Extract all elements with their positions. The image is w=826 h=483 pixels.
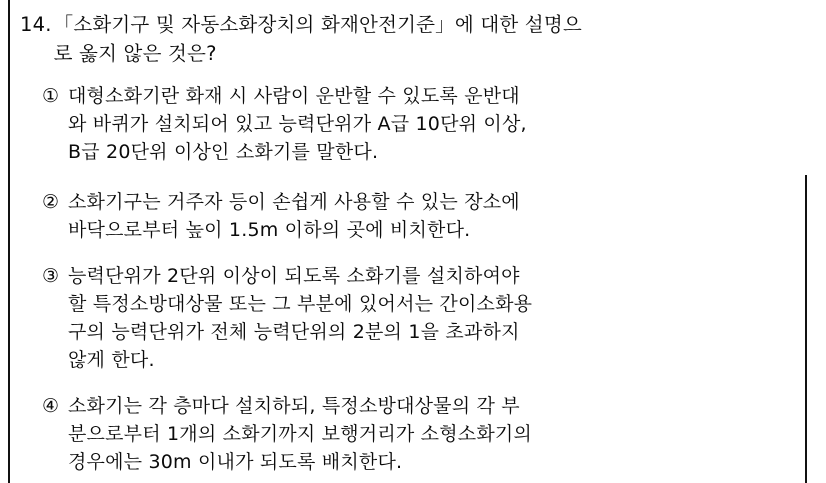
choice-marker-3: ③ bbox=[42, 265, 60, 287]
choice-line: 분으로부터 1개의 소화기까지 보행거리가 소형소화기의 bbox=[68, 423, 532, 445]
choice-line: 않게 한다. bbox=[68, 349, 155, 371]
choice-text-4 bbox=[68, 392, 800, 476]
choice-marker-2: ② bbox=[42, 191, 60, 213]
choice-line: 와 바퀴가 설치되어 있고 능력단위가 A급 10단위 이상, bbox=[68, 113, 527, 135]
choice-option-2[interactable] bbox=[42, 188, 800, 244]
question-number: 14. bbox=[20, 13, 52, 36]
choice-list bbox=[20, 82, 800, 476]
choice-line: 할 특정소방대상물 또는 그 부분에 있어서는 간이소화용 bbox=[68, 293, 533, 315]
choice-line: 경우에는 30m 이내가 되도록 배치한다. bbox=[68, 451, 403, 473]
choice-option-3[interactable] bbox=[42, 262, 800, 374]
choice-text-2 bbox=[68, 188, 800, 244]
question-line: 「소화기구 및 자동소화장치의 화재안전기준」에 대한 설명으 bbox=[53, 13, 582, 36]
choice-marker-4: ④ bbox=[42, 395, 60, 417]
question-stem bbox=[20, 10, 800, 68]
right-margin-rule bbox=[805, 175, 807, 483]
choice-option-4[interactable] bbox=[42, 392, 800, 476]
choice-line: 소화기는 각 층마다 설치하되, 특정소방대상물의 각 부 bbox=[68, 395, 520, 417]
choice-line: 구의 능력단위가 전체 능력단위의 2분의 1을 초과하지 bbox=[68, 321, 520, 343]
choice-line: 능력단위가 2단위 이상이 되도록 소화기를 설치하여야 bbox=[68, 265, 520, 287]
question-block bbox=[20, 10, 800, 476]
choice-marker-1: ① bbox=[42, 85, 60, 107]
choice-line: 대형소화기란 화재 시 사람이 운반할 수 있도록 운반대 bbox=[68, 85, 520, 107]
question-text bbox=[54, 10, 800, 68]
choice-line: 바닥으로부터 높이 1.5m 이하의 곳에 비치한다. bbox=[68, 219, 471, 241]
choice-text-3 bbox=[68, 262, 800, 374]
left-margin-rule bbox=[8, 0, 10, 483]
choice-text-1 bbox=[68, 82, 800, 166]
choice-option-1[interactable] bbox=[42, 82, 800, 166]
choice-line: B급 20단위 이상인 소화기를 말한다. bbox=[68, 141, 379, 163]
question-line: 로 옳지 않은 것은? bbox=[53, 42, 217, 65]
choice-line: 소화기구는 거주자 등이 손쉽게 사용할 수 있는 장소에 bbox=[68, 191, 520, 213]
